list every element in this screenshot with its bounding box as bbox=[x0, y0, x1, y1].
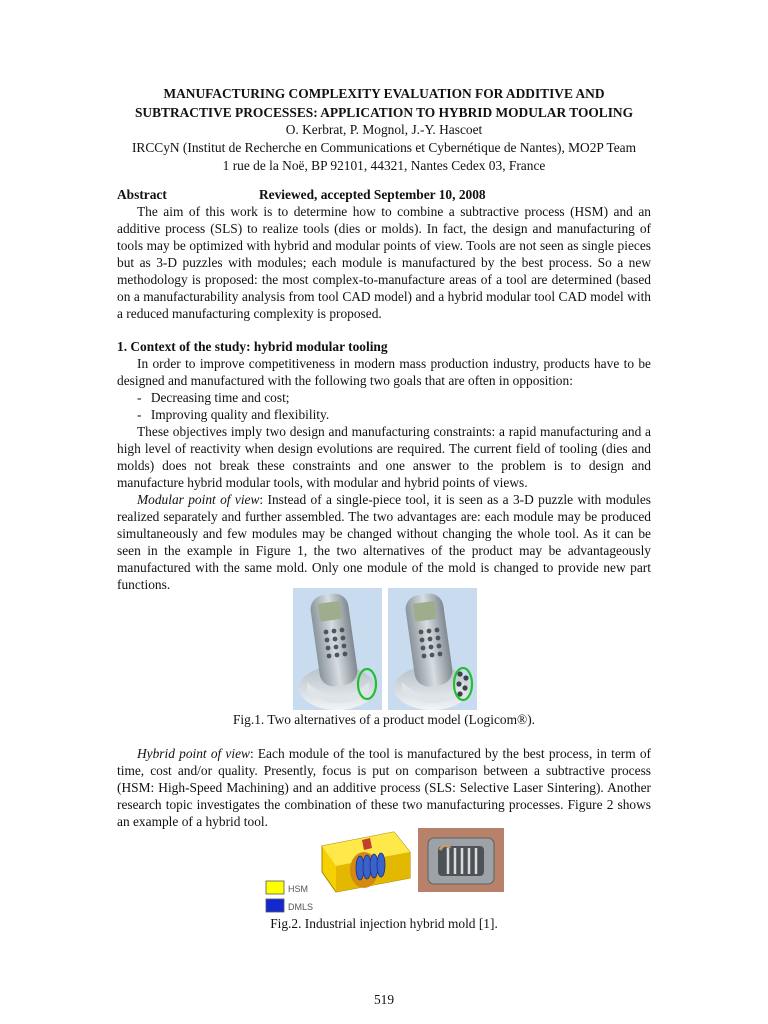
goal-list bbox=[117, 389, 651, 423]
figure-2-caption: Fig.2. Industrial injection hybrid mold [1]. bbox=[270, 916, 498, 931]
paragraph: Hybrid point of view: Each module of the tool is manufactured by the best process, in term of time, cost and/or quality. Presently, focus is put on comparison between a subtractive process (HSM: High-Speed Machining) and an additive process (SLS: Selective Laser Sintering). Another research topic investigates the combination of these two manufacturing processes. Figure 2 shows an example of a hybrid tool. bbox=[117, 746, 651, 829]
paragraph: These objectives imply two design and manufacturing constraints: a rapid manufacturing and a high level of reactivity when design evolutions are required. The current field of tooling (dies and molds) does not break these constraints and one answer to the problem is to design and manufacture hybrid modular tools, with modular and hybrid points of views. bbox=[117, 424, 651, 490]
page-number: 519 bbox=[373, 992, 395, 1007]
abstract-heading: Abstract Reviewed, accepted September 10, 2008 bbox=[117, 187, 486, 202]
dmls-legend-label: DMLS bbox=[288, 902, 314, 912]
section-heading: 1. Context of the study: hybrid modular tooling bbox=[117, 339, 388, 354]
mold-photo bbox=[418, 828, 504, 892]
figure-2 bbox=[264, 826, 506, 916]
hsm-legend-label: HSM bbox=[288, 884, 308, 894]
review-date: Reviewed, accepted September 10, 2008 bbox=[259, 187, 486, 202]
affiliation: IRCCyN (Institut de Recherche en Communications et Cybernétique de Nantes), MO2P Team bbox=[131, 140, 637, 155]
section-body bbox=[117, 355, 651, 593]
hsm-legend-swatch bbox=[266, 881, 284, 894]
phone-image-right bbox=[388, 588, 477, 710]
hybrid-mold-drawing bbox=[322, 832, 410, 892]
list-item: - Improving quality and flexibility. bbox=[137, 406, 651, 423]
author-block bbox=[0, 121, 768, 175]
section-body-continued bbox=[117, 745, 651, 830]
dmls-legend-swatch bbox=[266, 899, 284, 912]
list-item: - Decreasing time and cost; bbox=[137, 389, 651, 406]
phone-image-left bbox=[293, 588, 382, 710]
abstract-text: The aim of this work is to determine how to combine a subtractive process (HSM) and an additive process (SLS) to realize tools (dies or molds). In fact, the design and manufacturing of tools may be optimized with hybrid and modular points of view. Tools are not seen as single pieces but as 3-D puzzles with modules; each module is manufactured by the best process. So a new methodology is proposed: the most complex-to-manufacture areas of a tool are determined (based on a manufacturability analysis from tool CAD model) and a hybrid modular tool CAD model with a reduced manufacturing complexity is proposed. bbox=[117, 204, 651, 321]
paper-title: MANUFACTURING COMPLEXITY EVALUATION FOR ADDITIVE AND SUBTRACTIVE PROCESSES: APPLICATION TO HYBRID MODULAR TOOLING bbox=[134, 86, 634, 120]
address: 1 rue de la Noë, BP 92101, 44321, Nantes Cedex 03, France bbox=[222, 158, 546, 173]
modular-label: Modular point of view bbox=[137, 492, 260, 507]
authors: O. Kerbrat, P. Mognol, J.-Y. Hascoet bbox=[285, 122, 483, 137]
hybrid-label: Hybrid point of view bbox=[137, 746, 250, 761]
figure-1 bbox=[293, 588, 477, 710]
figure-1-caption: Fig.1. Two alternatives of a product model (Logicom®). bbox=[232, 712, 536, 727]
paragraph: In order to improve competitiveness in modern mass production industry, products have to be designed and manufactured with the following two goals that are often in opposition: bbox=[117, 356, 651, 388]
paragraph: Modular point of view: Instead of a single-piece tool, it is seen as a 3-D puzzle with modules realized separately and further assembled. The two advantages are: each module may be produced simultaneously and few modules may be changed without changing the whole tool. As it can be seen in the example in Figure 1, the two alternatives of the product may be advantageously manufactured with the same mold. Only one module of the mold is changed to provide new part functions. bbox=[117, 492, 651, 592]
